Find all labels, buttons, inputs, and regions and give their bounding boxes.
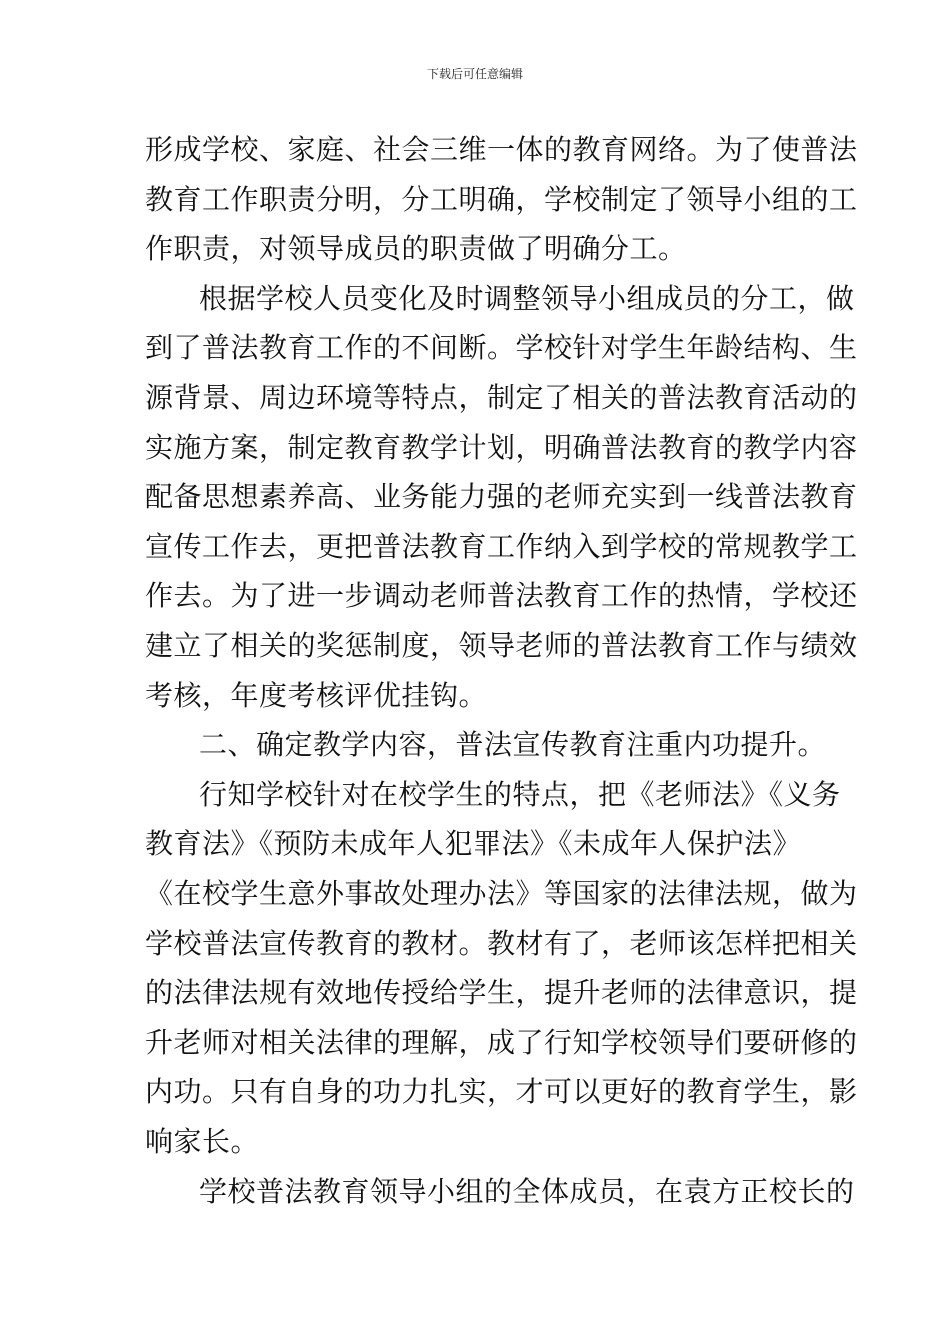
text-line: 作职责，对领导成员的职责做了明确分工。 <box>145 232 687 266</box>
text-line: 的法律法规有效地传授给学生，提升老师的法律意识，提 <box>145 976 858 1010</box>
page-header: 下载后可任意编辑 <box>426 67 523 81</box>
text-line: 《在校学生意外事故处理办法》等国家的法律法规，做为 <box>145 877 858 910</box>
text-line: 作去。为了进一步调动老师普法教育工作的热情，学校还 <box>145 579 858 613</box>
text-line: 行知学校针对在校学生的特点，把《老师法》《义务 <box>199 777 841 811</box>
text-line: 内功。只有自身的功力扎实，才可以更好的教育学生，影 <box>145 1075 858 1109</box>
text-line: 教育法》《预防未成年人犯罪法》《未成年人保护法》 <box>145 827 802 861</box>
text-line: 升老师对相关法律的理解，成了行知学校领导们要研修的 <box>145 1025 858 1059</box>
text-line: 响家长。 <box>145 1125 260 1158</box>
text-line: 教育工作职责分明，分工明确，学校制定了领导小组的工 <box>145 182 858 216</box>
text-line: 学校普法宣传教育的教材。教材有了，老师该怎样把相关 <box>145 926 858 960</box>
text-line: 配备思想素养高、业务能力强的老师充实到一线普法教育 <box>145 480 858 514</box>
text-line: 考核，年度考核评优挂钩。 <box>145 678 488 712</box>
text-line: 实施方案，制定教育教学计划，明确普法教育的教学内容 <box>145 430 858 464</box>
text-line: 建立了相关的奖惩制度，领导老师的普法教育工作与绩效 <box>145 629 858 662</box>
text-line: 宣传工作去，更把普法教育工作纳入到学校的常规教学工 <box>145 529 858 563</box>
text-line: 到了普法教育工作的不间断。学校针对学生年龄结构、生 <box>145 331 858 365</box>
text-line: 根据学校人员变化及时调整领导小组成员的分工，做 <box>199 281 855 315</box>
text-line: 形成学校、家庭、社会三维一体的教育网络。为了使普法 <box>145 133 858 166</box>
text-line: 学校普法教育领导小组的全体成员，在袁方正校长的 <box>199 1174 855 1208</box>
text-line: 二、确定教学内容，普法宣传教育注重内功提升。 <box>199 728 827 762</box>
text-line: 源背景、周边环境等特点，制定了相关的普法教育活动的 <box>145 381 858 414</box>
